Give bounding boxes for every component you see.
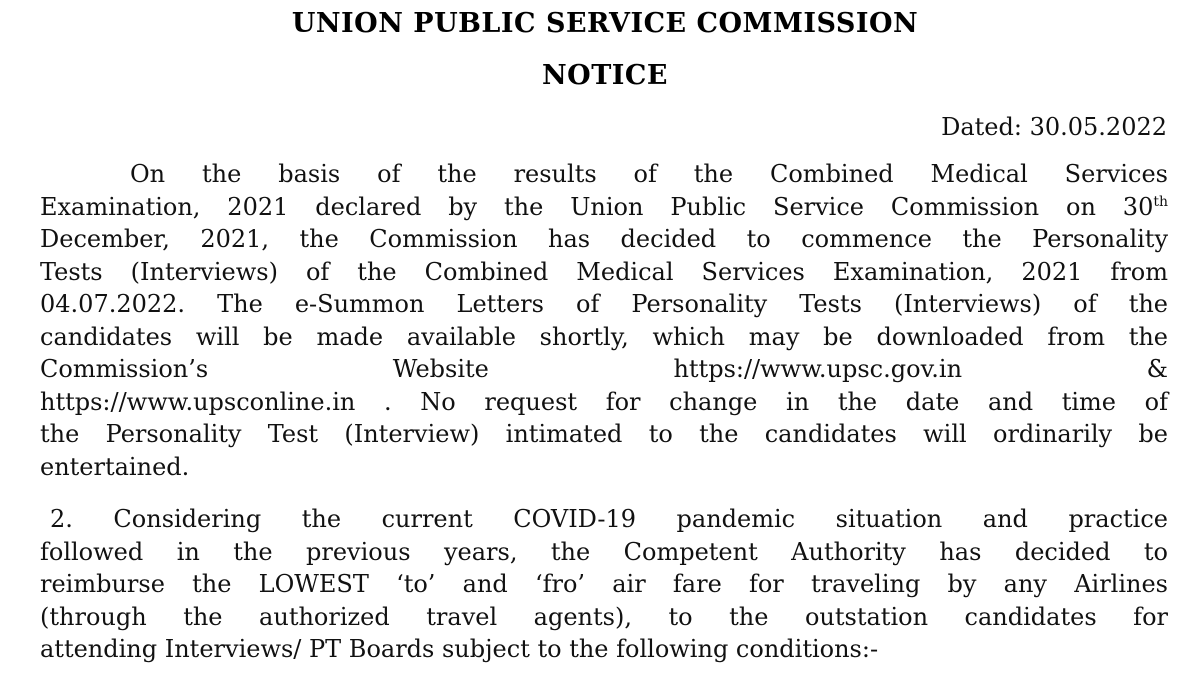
paragraph-1-line: Tests (Interviews) of the Combined Medical Services Examination, 2021 from — [40, 257, 1168, 286]
paragraph-2-line: followed in the previous years, the Competent Authority has decided to — [40, 537, 1168, 566]
notice-date: Dated: 30.05.2022 — [941, 113, 1167, 141]
paragraph-2-line: reimburse the LOWEST ‘to’ and ‘fro’ air fare for traveling by any Airlines — [40, 570, 1168, 598]
paragraph-1-line: December, 2021, the Commission has decided to commence the Personality — [40, 225, 1168, 253]
paragraph-1-line: candidates will be made available shortly, which may be downloaded from the — [40, 322, 1168, 351]
paragraph-1 — [40, 158, 1168, 483]
paragraph-1-line: On the basis of the results of the Combined Medical Services — [130, 160, 1168, 188]
paragraph-1-line: entertained. — [40, 452, 190, 481]
paragraph-2 — [40, 503, 1168, 666]
organization-title: UNION PUBLIC SERVICE COMMISSION — [291, 8, 919, 39]
paragraph-2-line: 2. Considering the current COVID-19 pandemic situation and practice — [50, 505, 1168, 533]
paragraph-1-line: 04.07.2022. The e-Summon Letters of Personality Tests (Interviews) of the — [40, 290, 1168, 318]
paragraph-1-line: the Personality Test (Interview) intimated to the candidates will ordinarily be — [40, 420, 1168, 448]
paragraph-2-line: (through the authorized travel agents), to the outstation candidates for — [40, 602, 1168, 631]
paragraph-1-line: https://www.upsconline.in . No request for change in the date and time of — [40, 387, 1168, 416]
paragraph-1-line-text: Examination, 2021 declared by the Union Public Service Commission on 30 — [40, 192, 1154, 221]
paragraph-1-line — [40, 191, 1168, 224]
paragraph-1-line: Commission’s Website https://www.upsc.gov.in & — [40, 355, 1168, 383]
notice-heading: NOTICE — [542, 60, 668, 91]
paragraph-2-line: attending Interviews/ PT Boards subject to the following conditions:- — [40, 635, 879, 663]
ordinal-superscript: th — [1153, 193, 1168, 210]
